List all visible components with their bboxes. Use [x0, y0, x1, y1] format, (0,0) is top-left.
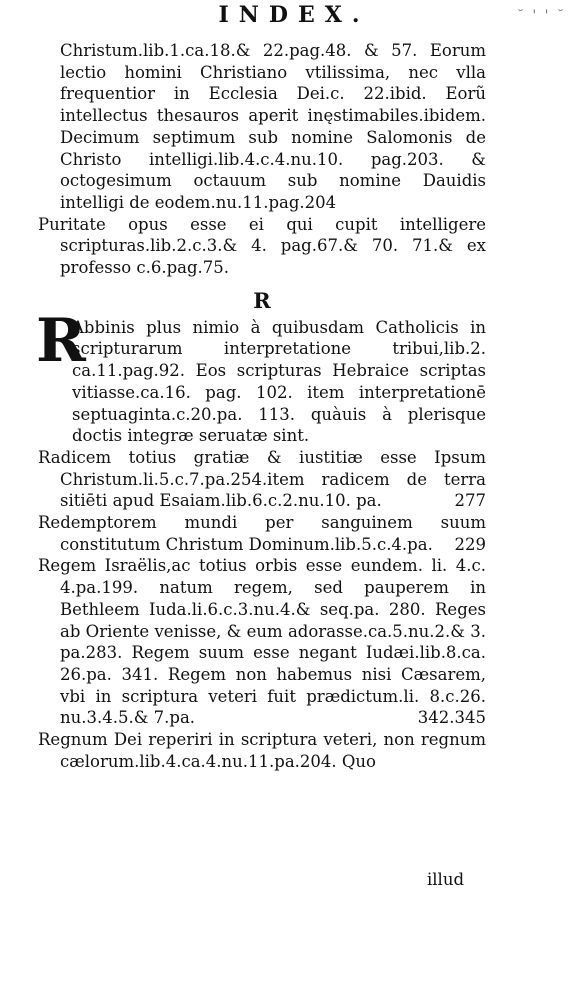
- entry-text: Radicem totius gratiæ & iustitiæ esse Ipsum Christum.li.5.c.7.pa.254.item radicem de terra sitiēti apud Esaiam.lib.6.c.2.nu.10. pa.: [38, 447, 486, 511]
- index-entries: [38, 40, 486, 773]
- entry-text: Regnum Dei reperiri in scriptura veteri, non regnum cælorum.lib.4.ca.4.nu.11.pa.204. Quo: [38, 730, 486, 771]
- running-head: INDEX.: [218, 2, 370, 28]
- index-entry-rabbinis: [36, 305, 486, 447]
- catchword: illud: [427, 870, 465, 889]
- entry-page-number: 277: [454, 491, 486, 511]
- index-entry-radicem: [38, 447, 486, 512]
- corner-marks: ˘ ' ' ˘: [516, 8, 566, 24]
- index-entry-redemptorem: [38, 512, 486, 555]
- entry-page-number: 342.345: [417, 708, 486, 728]
- entry-page-number: 229: [454, 534, 486, 554]
- entry-text: Regem Israëlis,ac totius orbis esse eundem. li. 4.c. 4.pa.199. natum regem, sed pauperem in Bethleem Iuda.li.6.c.3.nu.4.& seq.pa. 280. Reges ab Oriente venisse, & eum adorasse.ca.5.nu.2.& 3. pa.283. Regem suum esse negant Iudæi.lib.8.ca. 26.pa. 341. Regem non habemus nisi Cæsarem, vbi in scriptura veteri fuit prædictum.li. 8.c.26. nu.3.4.5.& 7.pa.: [38, 556, 486, 728]
- entry-text: Redemptorem mundi per sanguinem suum constitutum Christum Dominum.lib.5.c.4.pa.: [38, 513, 486, 554]
- index-entry-puritate: Puritate opus esse ei qui cupit intelligere scripturas.lib.2.c.3.& 4. pag.67.& 70. 71.& ex professo c.6.pag.75.: [38, 214, 486, 278]
- index-entry-regnum: [38, 729, 486, 772]
- drop-cap-text: Abbinis plus nimio à quibusdam Catholicis in scripturarum interpretatione tribui,lib.2. ca.11.pag.92. Eos scripturas Hebraice scriptas vitiasse.ca.16. pag. 102. item interpretationē septuaginta.c.20.pa. 113. quàuis à plerisque doctis integræ seruatæ sint.: [72, 317, 486, 446]
- drop-cap: R: [36, 305, 86, 376]
- index-entry-continued: Christum.lib.1.ca.18.& 22.pag.48. & 57. Eorum lectio homini Christiano vtilissima, nec vlla frequentior in Ecclesia Dei.c. 22.ibid. Eorũ intellectus thesauros aperit inęstimabiles.ibidem. Decimum septimum sub nomine Salomonis de Christo intelligi.lib.4.c.4.nu.10. pag.203. & octogesimum octauum sub nomine Dauidis intelligi de eodem.nu.11.pag.204: [60, 41, 486, 212]
- section-letter: R: [253, 287, 271, 313]
- index-entry-regem: [38, 555, 486, 729]
